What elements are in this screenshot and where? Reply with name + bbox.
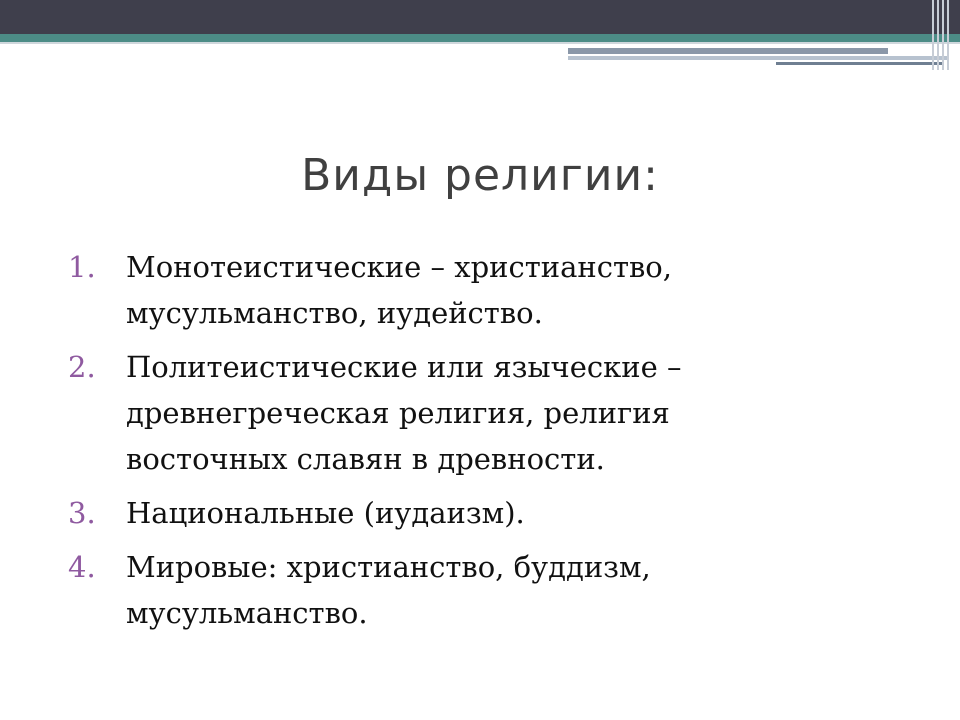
- list-item-number: 3.: [68, 496, 96, 530]
- header-teal-stripe: [0, 34, 960, 42]
- list-item-text: Национальные (иудаизм).: [126, 496, 525, 530]
- header-thin-stripe: [0, 42, 960, 44]
- decorative-accent-line: [568, 48, 888, 54]
- list-item: [68, 544, 908, 636]
- religion-types-list: [68, 244, 908, 644]
- slide-title: Виды религии:: [301, 150, 659, 201]
- decorative-accent-line: [568, 56, 948, 60]
- list-item-text: Мировые: христианство, буддизм, мусульманство.: [126, 550, 651, 630]
- decorative-corner-strips: [932, 0, 952, 70]
- list-item-number: 4.: [68, 550, 96, 584]
- list-item-text: Монотеистические – христианство, мусульманство, иудейство.: [126, 250, 672, 330]
- list-item-number: 1.: [68, 250, 96, 284]
- header-bar: [0, 0, 960, 34]
- list-item-text: Политеистические или языческие – древнегреческая религия, религия восточных славян в древности.: [126, 350, 682, 476]
- decorative-accent-line: [776, 62, 944, 65]
- list-item-number: 2.: [68, 350, 96, 384]
- list-item: [68, 490, 908, 536]
- list-item: [68, 344, 908, 482]
- list-item: [68, 244, 908, 336]
